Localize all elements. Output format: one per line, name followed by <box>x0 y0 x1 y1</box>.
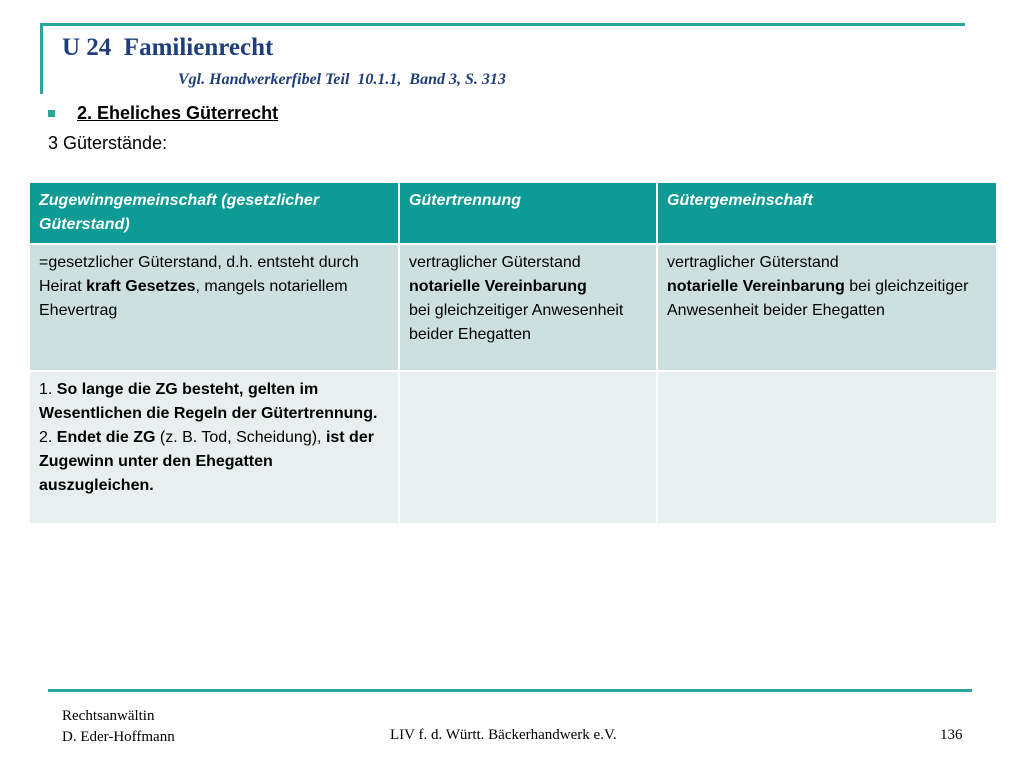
list-number: 1. <box>39 381 57 398</box>
title-frame-left-line <box>40 23 43 94</box>
footer-author <box>62 706 175 748</box>
footer-organization: LIV f. d. Württ. Bäckerhandwerk e.V. <box>390 727 617 743</box>
title-frame-top-line <box>40 23 965 26</box>
bullet-heading: 2. Eheliches Güterrecht <box>77 102 279 123</box>
cell-trennung-definition <box>399 244 657 371</box>
cell-text: bei gleichzeitiger Anwesenheit beider Ehegatten <box>409 302 624 343</box>
table-header-row <box>29 182 997 244</box>
cell-zugewinn-definition <box>29 244 399 371</box>
intro-text: 3 Güterstände: <box>48 133 168 153</box>
cell-bold-text: So lange die ZG besteht, gelten im Wesentlichen die Regeln der Gütertrennung. <box>39 381 378 422</box>
list-number: 2. <box>39 429 57 446</box>
slide-title: U 24 Familienrecht <box>62 34 274 61</box>
cell-text: (z. B. Tod, Scheidung), <box>155 429 326 446</box>
header-zugewinngemeinschaft: Zugewinngemeinschaft (gesetzlicher Güterstand) <box>29 182 399 244</box>
cell-bold-text: kraft Gesetzes <box>86 278 196 295</box>
cell-text: , mangels notariellem Ehevertrag <box>39 278 348 319</box>
cell-empty <box>657 371 997 524</box>
gueterstaende-table <box>28 181 998 525</box>
cell-empty <box>399 371 657 524</box>
table-row <box>29 244 997 371</box>
header-guetergemeinschaft: Gütergemeinschaft <box>657 182 997 244</box>
cell-bold-text: notarielle Vereinbarung <box>409 278 587 295</box>
cell-gemeinschaft-definition <box>657 244 997 371</box>
cell-bold-text: Endet die ZG <box>56 429 156 446</box>
footer-author-name: D. Eder-Hoffmann <box>62 729 175 745</box>
cell-text: vertraglicher Güterstand <box>409 254 581 271</box>
bullet-item <box>48 100 278 126</box>
cell-zugewinn-rules <box>29 371 399 524</box>
cell-bold-text: notarielle Vereinbarung <box>667 278 845 295</box>
table-row <box>29 371 997 524</box>
header-guetertrennung: Gütertrennung <box>399 182 657 244</box>
cell-bold-text: ist der Zugewinn unter den Ehegatten auszugleichen. <box>39 429 374 494</box>
page-number: 136 <box>940 727 963 743</box>
bullet-square-icon <box>48 110 55 117</box>
cell-text: vertraglicher Güterstand <box>667 254 839 271</box>
footer-author-role: Rechtsanwältin <box>62 708 155 724</box>
cell-text: =gesetzlicher Güterstand, d.h. entsteht durch Heirat <box>39 254 359 295</box>
slide-subtitle: Vgl. Handwerkerfibel Teil 10.1.1, Band 3, S. 313 <box>178 71 506 88</box>
footer-divider <box>48 689 972 692</box>
cell-text: bei gleichzeitiger Anwesenheit beider Ehegatten <box>667 278 969 319</box>
